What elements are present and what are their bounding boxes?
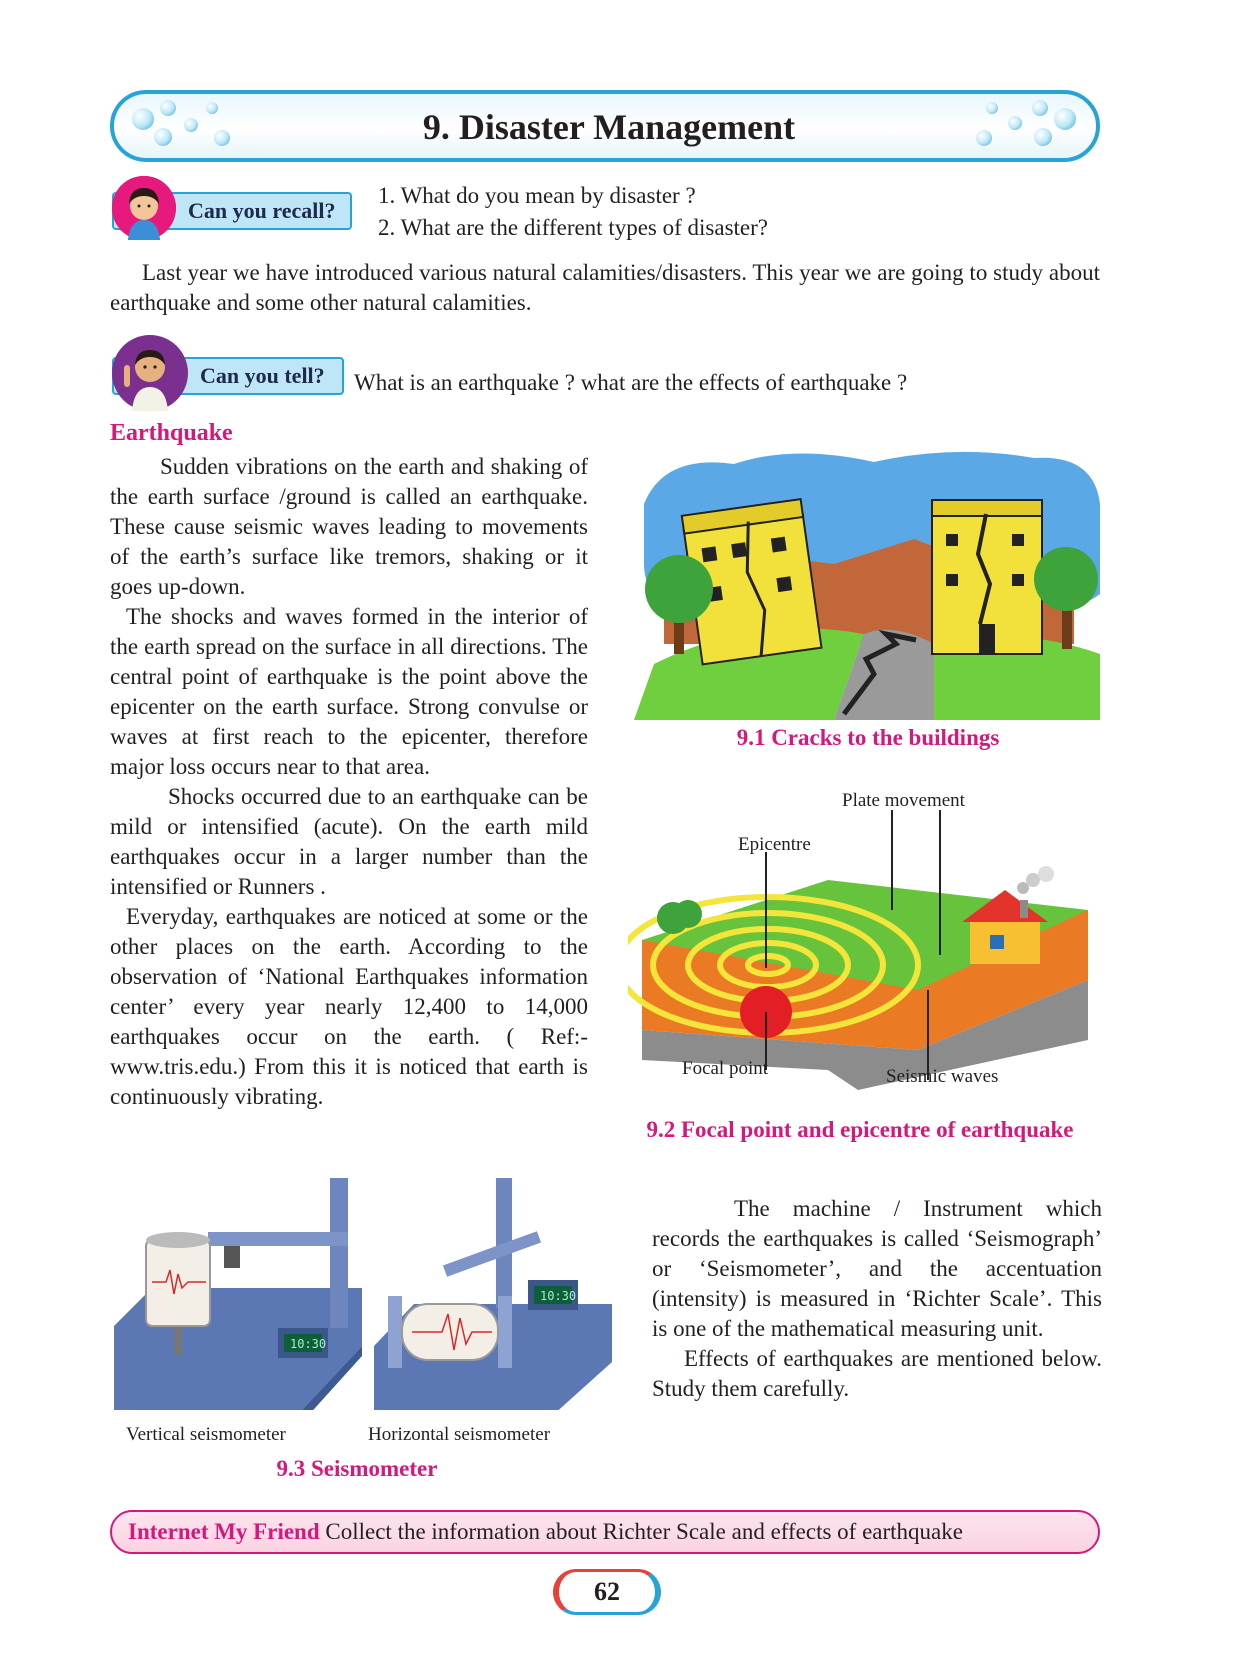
epicentre-label: Epicentre — [738, 834, 811, 855]
vertical-seismometer-label: Vertical seismometer — [126, 1424, 286, 1445]
figure-9-2-caption: 9.2 Focal point and epicentre of earthquake — [646, 1117, 1074, 1142]
recall-badge-label: Can you recall? — [188, 198, 336, 223]
plate-movement-label: Plate movement — [842, 790, 965, 811]
seismograph-text-column — [652, 1194, 1102, 1404]
earthquake-heading: Earthquake — [110, 420, 233, 446]
figure-9-1-caption: 9.1 Cracks to the buildings — [736, 725, 1000, 750]
recall-question-2: 2. What are the different types of disaster? — [378, 215, 769, 240]
earthquake-paragraph-2: The shocks and waves formed in the interior of the earth spread on the surface in all directions. The central point of earthquake is the point above the epicenter on the earth surface. Strong convulse or waves at first reach to the epicenter, therefore major loss occurs near to that area. — [110, 604, 588, 779]
tell-question: What is an earthquake ? what are the effects of earthquake ? — [354, 370, 908, 395]
girl-avatar-icon — [112, 176, 176, 240]
horizontal-clock-display: 10:30 — [540, 1289, 577, 1303]
page-number: 62 — [553, 1569, 661, 1615]
earthquake-paragraph-1: Sudden vibrations on the earth and shaking of the earth surface /ground is called an earthquake. These cause seismic waves leading to movements of the earth’s surface like tremors, shaking or it goes up-down. — [110, 454, 588, 599]
earthquake-paragraph-3: Shocks occurred due to an earthquake can be mild or intensified (acute). On the earth mild earthquakes occur in a larger number than the intensified or Runners . — [110, 784, 588, 899]
internet-my-friend-box — [110, 1510, 1100, 1554]
focal-point-diagram — [628, 790, 1102, 1100]
seismic-waves-label: Seismic waves — [886, 1066, 999, 1087]
cracked-buildings-illustration — [634, 444, 1102, 720]
title-banner — [110, 90, 1100, 162]
internet-text: Collect the information about Richter Scale and effects of earthquake — [325, 1519, 963, 1544]
tell-badge-label: Can you tell? — [200, 363, 325, 388]
intro-paragraph: Last year we have introduced various natural calamities/disasters. This year we are going to study about earthquake and some other natural calamities. — [110, 260, 1100, 315]
earthquake-paragraph-4: Everyday, earthquakes are noticed at some or the other places on the earth. According to the observation of ‘National Earthquakes information center’ every year nearly 12,400 to 14,000 earthquakes occur on the earth. ( Ref:- www.tris.edu.) From this it is noticed that earth is continuously vibrating. — [110, 904, 588, 1109]
recall-question-1: 1. What do you mean by disaster ? — [378, 183, 696, 208]
focal-point-label: Focal point — [682, 1058, 769, 1079]
figure-9-3-caption: 9.3 Seismometer — [276, 1456, 438, 1481]
earthquake-text-column — [110, 452, 588, 1112]
boy-avatar-icon — [112, 335, 188, 411]
effects-paragraph: Effects of earthquakes are mentioned below. Study them carefully. — [652, 1346, 1102, 1401]
page-title: 9. Disaster Management — [422, 107, 796, 147]
seismograph-paragraph: The machine / Instrument which records the earthquakes is called ‘Seismograph’ or ‘Seismometer’, and the accentuation (intensity) is measured in ‘Richter Scale’. This is one of the mathematical measuring unit. — [652, 1196, 1102, 1341]
internet-label: Internet My Friend — [128, 1519, 320, 1544]
horizontal-seismometer-label: Horizontal seismometer — [368, 1424, 551, 1445]
vertical-clock-display: 10:30 — [290, 1337, 327, 1351]
